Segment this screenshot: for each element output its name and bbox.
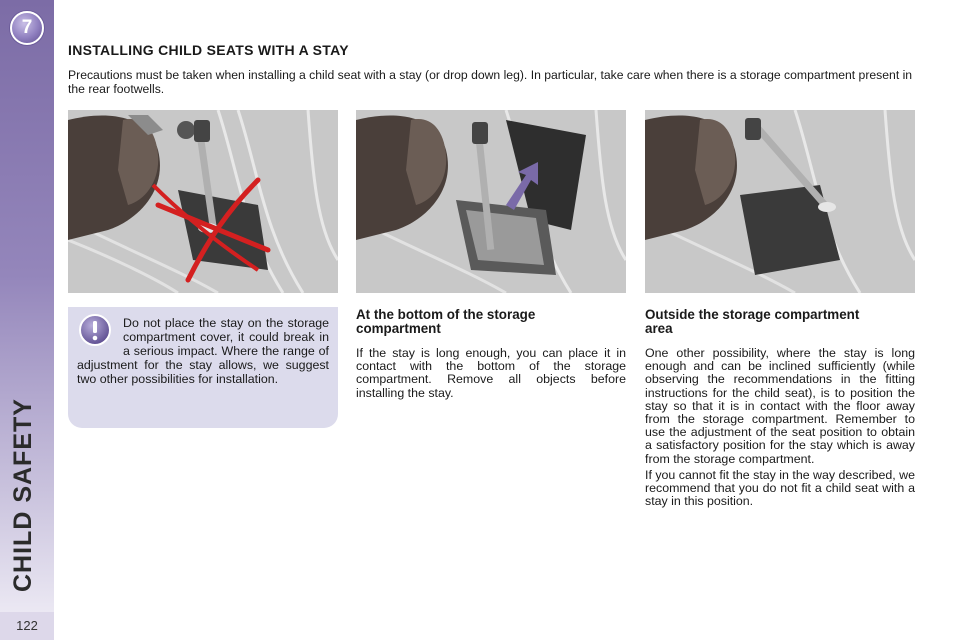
warning-text: Do not place the stay on the storage compartment cover, it could break in a serious impact. Where the range of adjustment for the stay allows, we suggest two other possibilities for installation.: [77, 316, 329, 386]
chapter-number-badge: 7: [10, 11, 44, 45]
section-heading: Outside the storage compartment area: [645, 307, 860, 336]
page-title: INSTALLING CHILD SEATS WITH A STAY: [68, 42, 349, 58]
stay-in-storage-compartment-illustration: [356, 110, 626, 293]
section-paragraph: One other possibility, where the stay is long enough and can be inclined sufficiently (while observing the recommendations in the fitting instructions for the child seat), is to position the stay so that it is in contact with the floor away from the storage compartment. Remember to use the adjustment of the seat position to obtain a satisfactory position for the stay which is away from the storage compartment.: [645, 346, 915, 466]
intro-paragraph: Precautions must be taken when installing a child seat with a stay (or drop down leg). In particular, take care when there is a storage compartment present in the rear footwells.: [68, 68, 913, 96]
section-paragraph: If the stay is long enough, you can place it in contact with the bottom of the storage compartment. Remove all objects before installing the stay.: [356, 346, 626, 400]
section-bottom-of-storage: [356, 308, 626, 403]
warning-box: [68, 307, 338, 428]
section-paragraph: If you cannot fit the stay in the way described, we recommend that you do not fit a child seat with a stay in this position.: [645, 467, 915, 509]
warning-text-block: [77, 316, 329, 386]
section-heading: At the bottom of the storage compartment: [356, 307, 536, 336]
section-outside-storage: [645, 308, 915, 511]
page-number: 122: [0, 612, 54, 640]
chapter-sidebar: [0, 0, 54, 612]
section-title-vertical: CHILD SAFETY: [9, 398, 37, 592]
stay-outside-storage-illustration: [645, 110, 915, 293]
stay-on-cover-crossed-illustration: [68, 110, 338, 293]
